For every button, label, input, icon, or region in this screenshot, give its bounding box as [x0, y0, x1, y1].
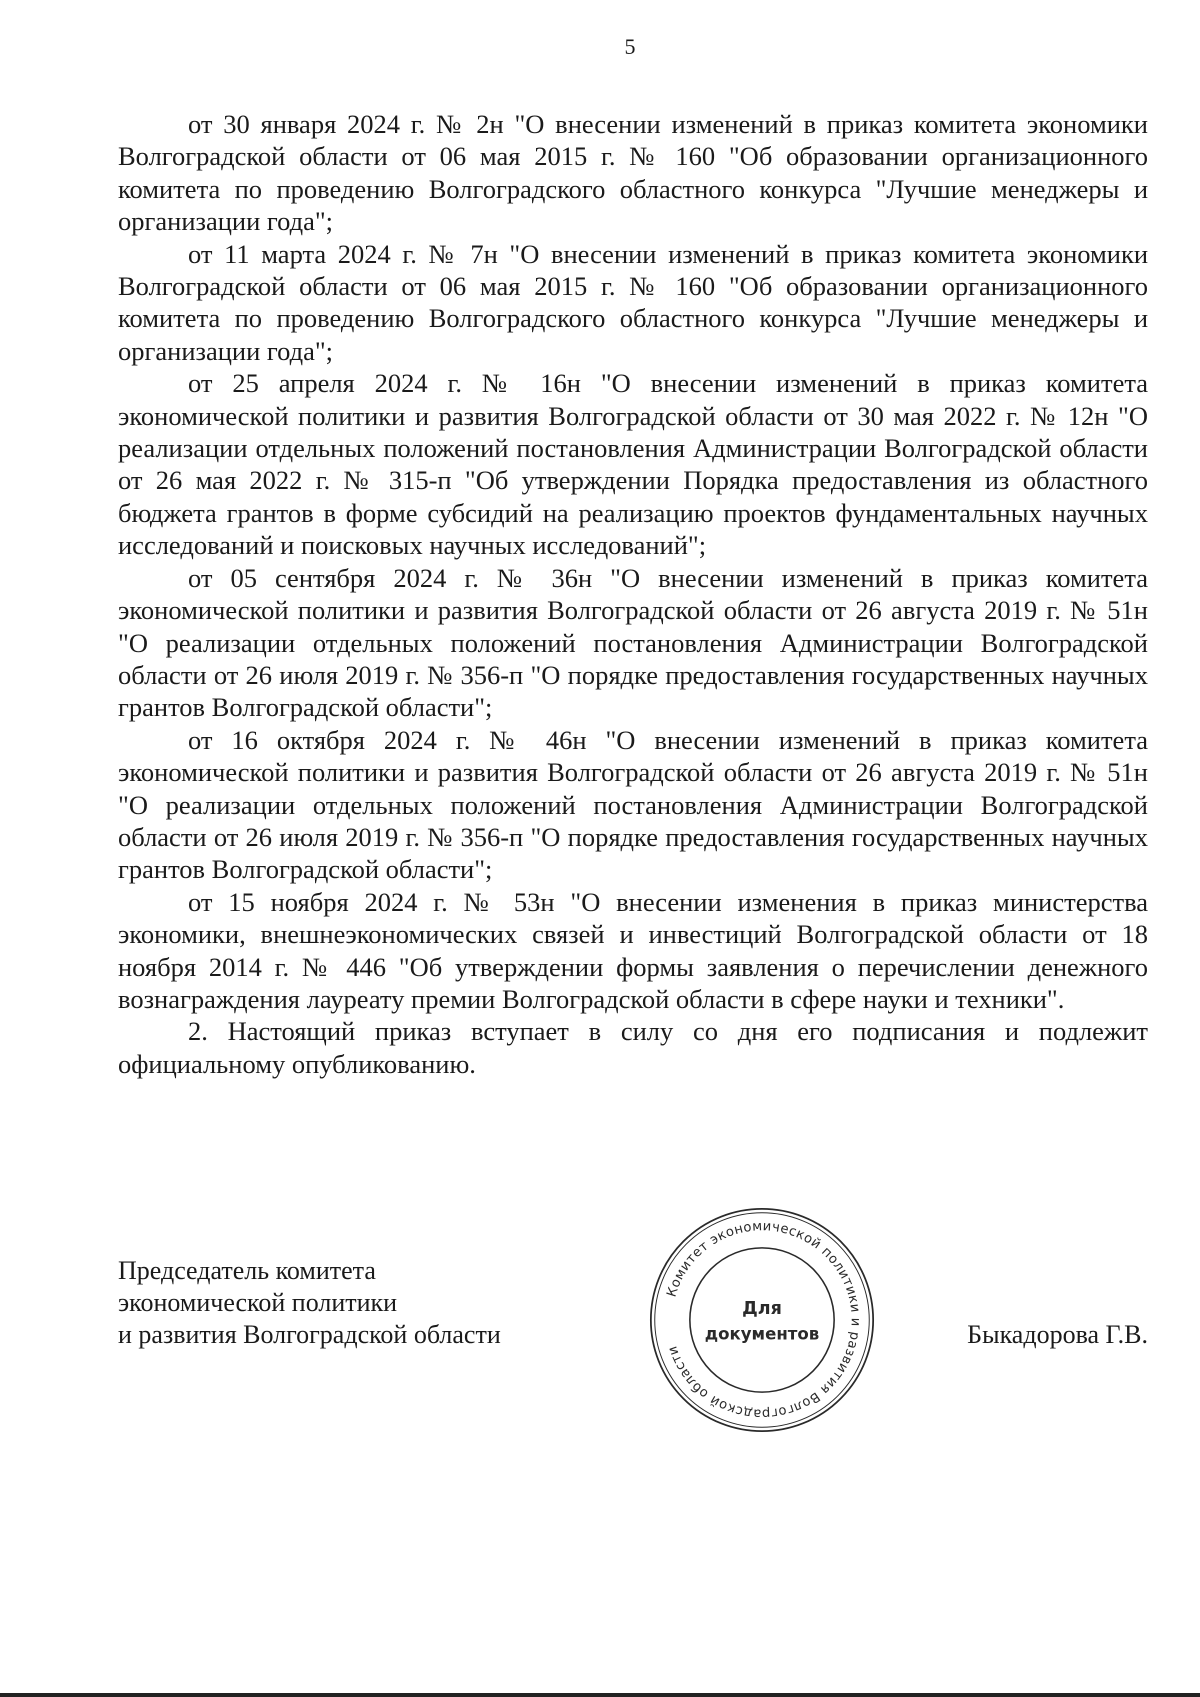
scan-edge-line: [0, 1693, 1200, 1697]
paragraph-order-46n: от 16 октября 2024 г. № 46н "О внесении изменений в приказ комитета экономической политики и развития Волгоградской области от 26 августа 2019 г. № 51н "О реализации отдельных положений постановления Администрации Волгоградской области от 26 июля 2019 г. № 356-п "О порядке предоставления государственных научных грантов Волгоградской области";: [118, 724, 1148, 885]
signer-name: Быкадорова Г.В.: [967, 1320, 1148, 1349]
paragraph-order-16n: от 25 апреля 2024 г. № 16н "О внесении изменений в приказ комитета экономической политики и развития Волгоградской области от 30 мая 2022 г. № 12н "О реализации отдельных положений постановления Администрации Волгоградской области от 26 мая 2022 г. № 315-п "Об утверждении Порядка предоставления из областного бюджета грантов в форме субсидий на реализацию проектов фундаментальных научных исследований и поисковых научных исследований";: [118, 368, 1148, 561]
paragraph-order-36n: от 05 сентября 2024 г. № 36н "О внесении изменений в приказ комитета экономической политики и развития Волгоградской области от 26 августа 2019 г. № 51н "О реализации отдельных положений постановления Администрации Волгоградской области от 26 июля 2019 г. № 356-п "О порядке предоставления государственных научных грантов Волгоградской области";: [118, 562, 1148, 723]
paragraph-effective-date: 2. Настоящий приказ вступает в силу со дня его подписания и подлежит официальному опубликованию.: [118, 1016, 1148, 1079]
page-number: 5: [624, 34, 636, 59]
stamp-center-line2: документов: [704, 1324, 820, 1344]
official-stamp: [645, 1203, 879, 1437]
paragraph-order-7n: от 11 марта 2024 г. № 7н "О внесении изменений в приказ комитета экономики Волгоградской области от 06 мая 2015 г. № 160 "Об образовании организационного комитета по проведению Волгоградского областного конкурса "Лучшие менеджеры и организации года";: [118, 238, 1148, 366]
paragraph-order-2n: от 30 января 2024 г. № 2н "О внесении изменений в приказ комитета экономики Волгоградской области от 06 мая 2015 г. № 160 "Об образовании организационного комитета по проведению Волгоградского областного конкурса "Лучшие менеджеры и организации года";: [118, 109, 1148, 237]
signatory-title: [118, 1255, 501, 1351]
signatory-title-line2: экономической политики: [118, 1288, 398, 1317]
stamp-center-line1: Для: [742, 1299, 782, 1320]
signatory-title-line1: Председатель комитета: [118, 1256, 376, 1285]
stamp-seal-icon: [645, 1203, 879, 1437]
document-body: [118, 108, 1148, 1080]
svg-text:Комитет экономической политики: [664, 1219, 862, 1421]
stamp-ring-text: Комитет экономической политики и развития Волгоградской области: [664, 1219, 863, 1421]
paragraph-order-53n: от 15 ноября 2024 г. № 53н "О внесении изменения в приказ министерства экономики, внешнеэкономических связей и инвестиций Волгоградской области от 18 ноября 2014 г. № 446 "Об утверждении формы заявления о перечислении денежного вознаграждения лауреату премии Волгоградской области в сфере науки и техники".: [118, 886, 1148, 1014]
signatory-title-line3: и развития Волгоградской области: [118, 1320, 501, 1349]
